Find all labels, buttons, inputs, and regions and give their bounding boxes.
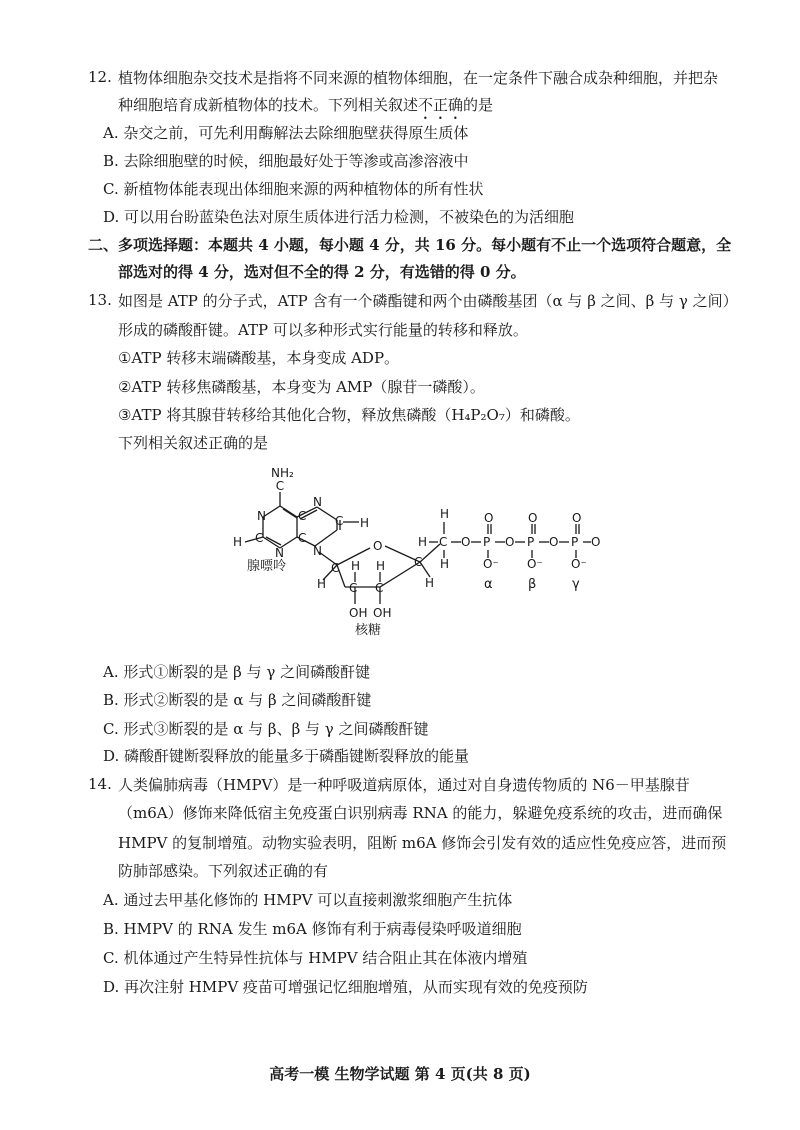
question-14-number: 14. — [88, 775, 112, 793]
svg-text:OH: OH — [349, 606, 368, 620]
svg-text:O: O — [461, 535, 471, 549]
svg-text:C: C — [275, 479, 285, 493]
svg-text:H: H — [425, 576, 435, 590]
svg-text:P: P — [571, 535, 579, 549]
question-12-option-d[interactable]: D. 可以用台盼蓝染色法对原生质体进行活力检测，不被染色的为活细胞 — [103, 208, 575, 226]
page-footer: 高考一模 生物学试题 第 4 页(共 8 页) — [269, 1065, 531, 1083]
svg-text:C: C — [414, 555, 423, 569]
question-14-stem-line2: （m6A）修饰来降低宿主免疫蛋白识别病毒 RNA 的能力，躲避免疫系统的攻击，进而确保 — [118, 804, 723, 822]
svg-text:O: O — [549, 535, 559, 549]
question-12-stem-line2: 种细胞培育成新植物体的技术。下列相关叙述不正确的是 — [118, 96, 494, 114]
question-14-stem-line3: HMPV 的复制增殖。动物实验表明，阻断 m6A 修饰会引发有效的适应性免疫应答，进而预 — [118, 834, 727, 852]
adenine-label: 腺嘌呤 — [247, 559, 287, 574]
gamma-label: γ — [572, 577, 580, 592]
svg-text:C: C — [255, 531, 264, 545]
svg-text:H: H — [317, 577, 327, 591]
svg-text:C: C — [375, 581, 384, 595]
atp-structure-diagram — [225, 462, 625, 652]
question-14-stem-line1: 人类偏肺病毒（HMPV）是一种呼吸道病原体，通过对自身遗传物质的 N6－甲基腺苷 — [118, 776, 690, 794]
question-13-option-d[interactable]: D. 磷酸酐键断裂释放的能量多于磷酯键断裂释放的能量 — [103, 747, 470, 765]
svg-text:C: C — [331, 561, 340, 575]
svg-text:N: N — [275, 546, 284, 560]
svg-text:O⁻: O⁻ — [527, 557, 543, 571]
svg-text:H: H — [351, 559, 361, 573]
label-nh2: NH₂ — [271, 466, 294, 480]
svg-text:O: O — [373, 539, 383, 553]
svg-text:H: H — [233, 535, 243, 549]
question-12-number: 12. — [88, 68, 112, 86]
ribose-label: 核糖 — [355, 623, 382, 638]
svg-text:H: H — [418, 535, 428, 549]
question-13-stem-line1: 如图是 ATP 的分子式，ATP 含有一个磷酯键和两个由磷酸基团（α 与 β 之间、β 与 γ 之间） — [118, 292, 738, 310]
svg-text:O: O — [528, 511, 538, 525]
svg-text:N: N — [313, 495, 322, 509]
question-13-option-b[interactable]: B. 形式②断裂的是 α 与 β 之间磷酸酐键 — [103, 691, 372, 709]
svg-text:O: O — [591, 535, 601, 549]
question-13-option-a[interactable]: A. 形式①断裂的是 β 与 γ 之间磷酸酐键 — [103, 663, 371, 681]
svg-text:P: P — [483, 535, 491, 549]
question-14-option-d[interactable]: D. 再次注射 HMPV 疫苗可增强记忆细胞增殖，从而实现有效的免疫预防 — [103, 978, 588, 996]
svg-text:H: H — [360, 516, 370, 530]
svg-text:C: C — [439, 535, 448, 549]
question-12-option-a[interactable]: A. 杂交之前，可先利用酶解法去除细胞壁获得原生质体 — [103, 124, 469, 142]
beta-label: β — [528, 577, 537, 592]
question-13-number: 13. — [88, 291, 112, 309]
question-13-stem-line2: 形成的磷酸酐键。ATP 可以多种形式实行能量的转移和释放。 — [118, 321, 528, 339]
question-13-prompt: 下列相关叙述正确的是 — [118, 434, 269, 452]
section-2-heading-line1: 二、多项选择题：本题共 4 小题，每小题 4 分，共 16 分。每小题有不止一个选项符合题意，全 — [88, 236, 732, 254]
svg-text:C: C — [335, 514, 344, 528]
svg-text:O⁻: O⁻ — [483, 557, 499, 571]
question-13-option-c[interactable]: C. 形式③断裂的是 α 与 β、β 与 γ 之间磷酸酐键 — [103, 720, 429, 738]
svg-text:O: O — [505, 535, 515, 549]
section-2-heading-line2: 部选对的得 4 分，选对但不全的得 2 分，有选错的得 0 分。 — [118, 263, 526, 281]
svg-text:O: O — [572, 511, 582, 525]
svg-text:C: C — [298, 531, 307, 545]
question-12-option-b[interactable]: B. 去除细胞壁的时候，细胞最好处于等渗或高渗溶液中 — [103, 152, 469, 170]
svg-text:C: C — [349, 581, 358, 595]
svg-text:P: P — [527, 535, 535, 549]
question-12-option-c[interactable]: C. 新植物体能表现出体细胞来源的两种植物体的所有性状 — [103, 180, 484, 198]
question-13-form-2: ②ATP 转移焦磷酸基，本身变为 AMP（腺苷一磷酸）。 — [118, 378, 485, 396]
question-14-stem-line4: 防肺部感染。下列叙述正确的有 — [118, 862, 329, 880]
svg-text:N: N — [257, 509, 266, 523]
svg-text:H: H — [440, 557, 450, 571]
question-12-stem-line1: 植物体细胞杂交技术是指将不同来源的植物体细胞，在一定条件下融合成杂种细胞，并把杂 — [118, 69, 719, 87]
alpha-label: α — [484, 577, 493, 592]
question-13-form-1: ①ATP 转移末端磷酸基，本身变成 ADP。 — [118, 349, 400, 367]
svg-text:O⁻: O⁻ — [571, 557, 587, 571]
svg-text:H: H — [440, 507, 450, 521]
svg-text:OH: OH — [373, 606, 392, 620]
question-14-option-a[interactable]: A. 通过去甲基化修饰的 HMPV 可以直接刺激浆细胞产生抗体 — [103, 891, 513, 909]
svg-text:H: H — [376, 559, 386, 573]
question-13-form-3: ③ATP 将其腺苷转移给其他化合物，释放焦磷酸（H₄P₂O₇）和磷酸。 — [118, 406, 580, 424]
svg-text:C: C — [298, 509, 307, 523]
question-14-option-b[interactable]: B. HMPV 的 RNA 发生 m6A 修饰有利于病毒侵染呼吸道细胞 — [103, 920, 522, 938]
question-14-option-c[interactable]: C. 机体通过产生特异性抗体与 HMPV 结合阻止其在体液内增殖 — [103, 949, 528, 967]
svg-text:N: N — [313, 544, 322, 558]
emphasis-not-correct: 不正确 — [418, 96, 464, 114]
svg-text:O: O — [484, 511, 494, 525]
